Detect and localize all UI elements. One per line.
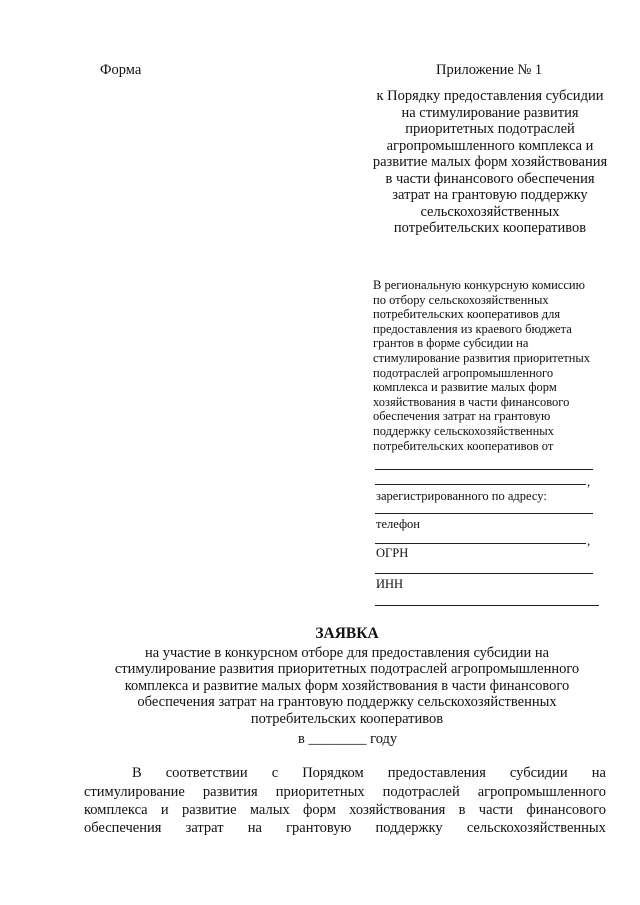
application-subtitle — [87, 645, 607, 727]
appendix-reference-line: агропромышленного комплекса и — [386, 137, 594, 154]
ogrn-line[interactable] — [375, 573, 593, 574]
appendix-label: Приложение № 1 — [436, 62, 543, 78]
inn-label: ИНН — [376, 577, 404, 591]
year-prefix: в — [298, 731, 305, 747]
body-word: малых — [249, 802, 290, 818]
body-word: развития — [202, 784, 258, 800]
appendix-reference-line: затрат на грантовую поддержку — [392, 187, 588, 203]
body-word: затрат — [185, 820, 224, 836]
body-word: В — [132, 765, 142, 781]
appendix-reference — [366, 88, 614, 237]
addressee-line: подотраслей агропромышленного — [373, 365, 554, 380]
addressee-line: предоставления из краевого бюджета — [373, 321, 572, 336]
addressee-line: грантов в форме субсидии на — [373, 336, 529, 351]
body-word: поддержку — [375, 820, 443, 836]
body-line — [84, 784, 606, 802]
inn-line[interactable] — [375, 605, 599, 606]
addressee-line: комплекса и развитие малых форм — [373, 380, 557, 395]
comma: , — [587, 474, 591, 489]
application-subtitle-line: стимулирование развития приоритетных подотраслей агропромышленного — [114, 661, 580, 678]
body-word: хозяйствования — [349, 802, 446, 818]
appendix-reference-line: приоритетных подотраслей — [405, 121, 575, 137]
appendix-reference-line: к Порядку предоставления субсидии — [376, 88, 604, 104]
addressee-line: В региональную конкурсную комиссию — [373, 278, 585, 292]
addressee-line: хозяйствования в части финансового — [373, 394, 570, 409]
body-word: Порядком — [302, 765, 364, 781]
body-word: на — [247, 820, 262, 836]
body-word: и — [160, 802, 169, 818]
body-word: развитие — [181, 802, 237, 818]
addressee-line: потребительских кооперативов от — [373, 438, 554, 453]
registered-address-label: зарегистрированного по адресу: — [376, 489, 547, 503]
body-word: соответствии — [165, 765, 248, 781]
year-line — [298, 731, 397, 748]
appendix-reference-line: сельскохозяйственных — [420, 203, 560, 220]
body-word: грантовую — [286, 820, 352, 836]
body-word: части — [478, 802, 514, 818]
appendix-reference-line: развитие малых форм хозяйствования — [372, 154, 608, 170]
body-word: подотраслей — [382, 784, 460, 800]
phone-line[interactable] — [375, 543, 586, 544]
addressee-line: стимулирование развития приоритетных — [373, 350, 591, 365]
body-word: в — [458, 802, 466, 818]
year-blank[interactable]: ________ — [308, 731, 367, 747]
application-title: ЗАЯВКА — [315, 625, 379, 642]
ogrn-label: ОГРН — [376, 546, 409, 560]
application-subtitle-line: потребительских кооперативов — [250, 710, 444, 727]
body-word: финансового — [526, 802, 606, 818]
form-label: Форма — [100, 62, 142, 78]
address-line[interactable] — [375, 513, 593, 514]
body-word: приоритетных — [275, 784, 365, 800]
body-word: субсидии — [509, 765, 568, 781]
appendix-reference-line: в части финансового обеспечения — [385, 170, 595, 187]
body-word: агропромышленного — [477, 784, 606, 800]
addressee-block — [373, 278, 623, 453]
addressee-line: обеспечения затрат на грантовую — [373, 409, 551, 424]
application-subtitle-line: обеспечения затрат на грантовую поддержку сельскохозяйственных — [137, 694, 557, 711]
body-word: комплекса — [84, 802, 148, 818]
applicant-name-line[interactable] — [375, 484, 586, 485]
addressee-line: потребительских кооперативов для — [373, 307, 561, 322]
appendix-reference-line: потребительских кооперативов — [393, 220, 587, 236]
body-word: стимулирование — [84, 784, 185, 800]
body-line — [84, 820, 606, 838]
year-suffix: году — [370, 731, 398, 747]
application-subtitle-line: комплекса и развитие малых форм хозяйствования в части финансового — [124, 677, 570, 694]
body-word: на — [591, 765, 606, 781]
addressee-line: по отбору сельскохозяйственных — [373, 292, 549, 307]
body-line — [84, 765, 606, 784]
body-word: форм — [303, 802, 336, 818]
body-word: сельскохозяйственных — [466, 820, 606, 836]
body-text — [84, 765, 606, 838]
body-line — [84, 802, 606, 820]
addressee-line: поддержку сельскохозяйственных — [373, 423, 554, 438]
body-word: обеспечения — [84, 820, 162, 836]
comma: , — [587, 533, 591, 548]
body-word: предоставления — [387, 765, 486, 781]
phone-label: телефон — [376, 517, 420, 531]
appendix-reference-line: на стимулирование развития — [401, 104, 579, 121]
application-subtitle-line: на участие в конкурсном отборе для предоставления субсидии на — [144, 645, 550, 661]
applicant-name-line[interactable] — [375, 469, 593, 470]
body-word: с — [271, 765, 279, 781]
